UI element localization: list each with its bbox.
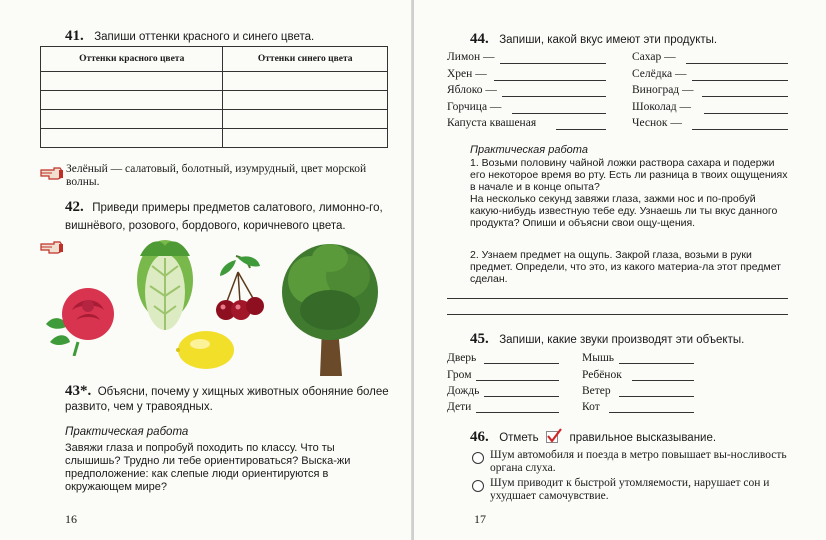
cabbage-icon: [130, 236, 200, 332]
answer-line[interactable]: [484, 395, 559, 397]
answer-line[interactable]: [692, 79, 788, 81]
taste-item-label: Чеснок —: [632, 117, 682, 129]
answer-line[interactable]: [447, 313, 788, 315]
taste-item-label: Капуста квашеная: [447, 117, 537, 129]
page-number: 16: [65, 512, 77, 526]
task-43: [65, 384, 390, 414]
task-text: Объясни, почему у хищных животных обоняние более развито, чем у травоядных.: [65, 386, 389, 413]
tree-icon: [280, 240, 380, 380]
lemon-icon: [176, 328, 236, 372]
practical-step-2: 2. Узнаем предмет на ощупь. Закрой глаза, возьми в руки предмет. Определи, что это, из какого материа-ла этот предмет сделан.: [470, 249, 781, 285]
table-cell[interactable]: [223, 110, 388, 129]
taste-item-label: Хрен —: [447, 68, 487, 80]
table-cell[interactable]: [223, 129, 388, 148]
answer-line[interactable]: [702, 95, 788, 97]
sound-item-label: Ветер: [582, 385, 611, 397]
sound-item-label: Дети: [447, 401, 472, 413]
column-header-red: Оттенки красного цвета: [41, 47, 223, 72]
table-row: [41, 72, 388, 91]
task-text: Запиши, какой вкус имеют эти продукты.: [499, 34, 718, 46]
table-cell[interactable]: [223, 91, 388, 110]
sound-item-label: Ребёнок: [582, 369, 622, 381]
task-number: 42.: [65, 199, 84, 215]
task-41-heading: [65, 27, 314, 45]
hint-text: Зелёный — салатовый, болотный, изумрудный, цвет морской волны.: [66, 163, 367, 188]
answer-line[interactable]: [512, 112, 606, 114]
task-number: 46.: [470, 429, 489, 445]
answer-line[interactable]: [692, 128, 788, 130]
answer-line[interactable]: [476, 379, 559, 381]
practical-title: Практическая работа: [470, 144, 588, 156]
sound-item-label: Дверь: [447, 352, 477, 364]
cherries-icon: [214, 252, 266, 324]
sound-item-label: Кот: [582, 401, 600, 413]
answer-line[interactable]: [494, 79, 606, 81]
rose-icon: [40, 284, 122, 356]
table-cell[interactable]: [41, 91, 223, 110]
sound-item-label: Дождь: [447, 385, 480, 397]
task-text-after: правильное высказывание.: [569, 432, 717, 444]
task-text-before: Отметь: [499, 432, 539, 444]
table-cell[interactable]: [41, 72, 223, 91]
taste-item-label: Виноград —: [632, 84, 694, 96]
sound-item-label: Мышь: [582, 352, 615, 364]
answer-line[interactable]: [484, 362, 559, 364]
taste-item-label: Горчица —: [447, 101, 502, 113]
radio-circle-icon[interactable]: [472, 452, 484, 464]
answer-line[interactable]: [704, 112, 788, 114]
column-header-blue: Оттенки синего цвета: [223, 47, 388, 72]
task-text: Запиши, какие звуки производят эти объекты.: [499, 334, 745, 346]
task-number: 44.: [470, 31, 489, 47]
task-44-heading: [470, 30, 717, 48]
answer-line[interactable]: [619, 395, 694, 397]
task-number: 41.: [65, 28, 84, 44]
answer-line[interactable]: [632, 379, 694, 381]
answer-line[interactable]: [500, 62, 606, 64]
taste-item-label: Селёдка —: [632, 68, 687, 80]
task-45-heading: [470, 330, 744, 348]
answer-line[interactable]: [447, 297, 788, 299]
practical-text: Завяжи глаза и попробуй походить по классу. Что ты слышишь? Трудно ли тебе ориентироваться? Выска-жи предположение: как слепые люди ориентируются в окружающем мире?: [65, 442, 351, 493]
table-row: [41, 91, 388, 110]
answer-line[interactable]: [619, 362, 694, 364]
table-cell[interactable]: [223, 72, 388, 91]
answer-option-2: Шум приводит к быстрой утомляемости, нарушает сон и ухудшает самочувствие.: [490, 477, 770, 502]
practical-step-1-continued: На несколько секунд завяжи глаза, зажми нос и по-пробуй какую-нибудь известную тебе еду. Узнаешь ли ты вкус данного продукта? Опиши и объясни свои ощу-щения.: [470, 193, 778, 229]
table-cell[interactable]: [41, 110, 223, 129]
pointing-hand-icon: [40, 236, 64, 256]
taste-item-label: Яблоко —: [447, 84, 497, 96]
answer-line[interactable]: [609, 411, 694, 413]
task-text: Приведи примеры предметов салатового, лимонно-го, вишнёвого, розового, бордового, коричневого цвета.: [65, 202, 383, 232]
task-number: 45.: [470, 331, 489, 347]
answer-line[interactable]: [502, 95, 606, 97]
shades-table: [40, 46, 388, 148]
checkmark-icon: [546, 428, 562, 444]
answer-line[interactable]: [476, 411, 559, 413]
taste-item-label: Сахар —: [632, 51, 676, 63]
left-page: [0, 0, 412, 540]
task-42: [65, 198, 387, 234]
right-page: [414, 0, 826, 540]
practical-title: Практическая работа: [65, 426, 189, 438]
pointing-hand-icon: [40, 162, 64, 182]
table-cell[interactable]: [41, 129, 223, 148]
taste-item-label: Шоколад —: [632, 101, 692, 113]
task-text: Запиши оттенки красного и синего цвета.: [94, 31, 315, 43]
answer-line[interactable]: [686, 62, 788, 64]
task-46-heading: [470, 428, 716, 446]
sound-item-label: Гром: [447, 369, 472, 381]
answer-option-1: Шум автомобиля и поезда в метро повышает вы-носливость органа слуха.: [490, 449, 787, 474]
radio-circle-icon[interactable]: [472, 480, 484, 492]
task-number: 43*.: [65, 383, 92, 399]
page-number: 17: [474, 512, 486, 526]
answer-line[interactable]: [556, 128, 606, 130]
practical-step-1: 1. Возьми половину чайной ложки раствора сахара и подержи его некоторое время во рту. Есть ли разница в твоих ощущениях в начале и в конце опыта?: [470, 157, 788, 193]
table-row: [41, 110, 388, 129]
taste-item-label: Лимон —: [447, 51, 495, 63]
table-row: [41, 129, 388, 148]
